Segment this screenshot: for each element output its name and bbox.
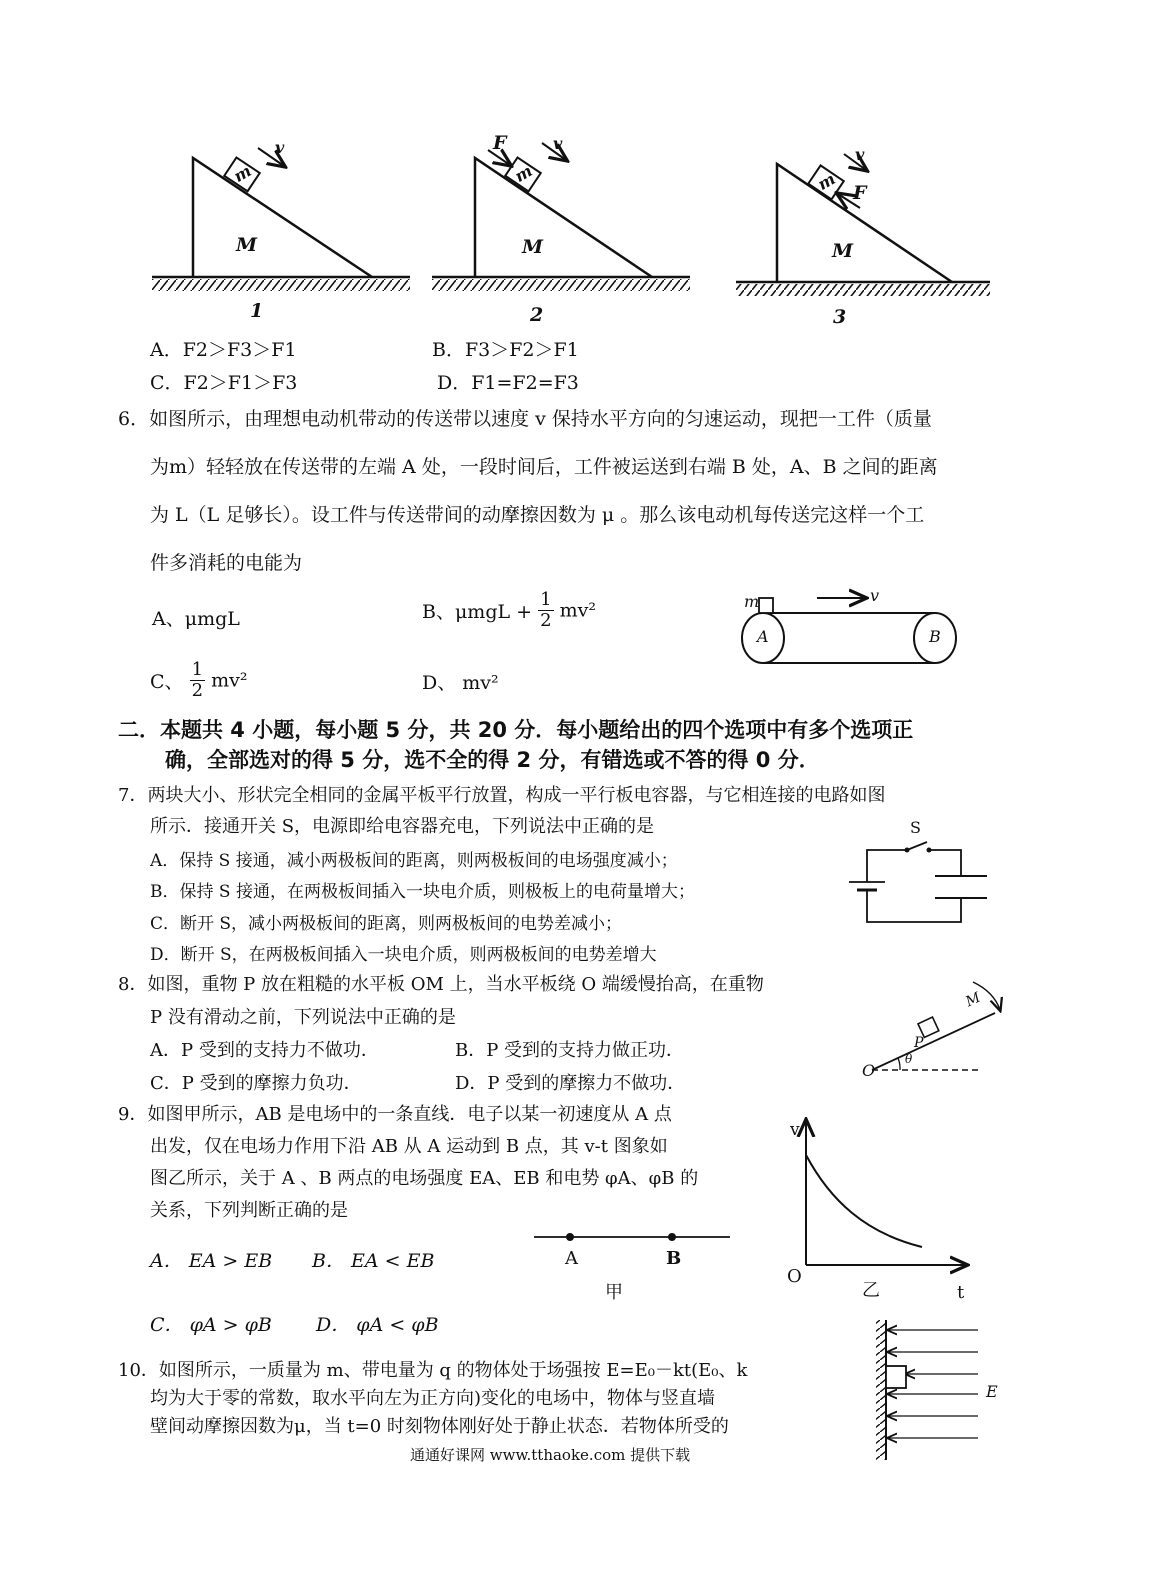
q7-option-d: D．断开 S，在两极板间插入一块电介质，则两极板间的电势差增大 bbox=[150, 945, 657, 965]
q7-option-b: B．保持 S 接通，在两极板间插入一块电介质，则极板上的电荷量增大； bbox=[150, 882, 695, 902]
fig2-force-label: F bbox=[493, 132, 507, 154]
q6-option-a: A、μmgL bbox=[152, 608, 240, 630]
q7-option-c: C．断开 S，减小两极板间的距离，则两极板间的电势差减小； bbox=[150, 914, 623, 934]
line-ab-A-label: A bbox=[565, 1248, 578, 1269]
fig1-v-label: v bbox=[275, 138, 285, 157]
line-ab-caption: 甲 bbox=[605, 1282, 623, 1303]
fig3-v-label: v bbox=[855, 145, 865, 164]
q9-option-b: B． EA < EB bbox=[312, 1250, 435, 1272]
section-2-heading-line-2: 确，全部选对的得 5 分，选不全的得 2 分，有错选或不答的得 0 分． bbox=[165, 748, 820, 772]
fig2-M-label: M bbox=[522, 236, 544, 258]
incline-figure-3 bbox=[736, 154, 990, 296]
q5-option-b: B．F3＞F2＞F1 bbox=[432, 339, 579, 361]
q6-option-b-suffix: mv² bbox=[559, 599, 596, 622]
q5-option-d: D．F1=F2=F3 bbox=[437, 372, 579, 394]
q6-option-b-fraction bbox=[538, 590, 553, 631]
fig2-m-label: m bbox=[511, 161, 536, 186]
q9-line-2: 出发，仅在电场力作用下沿 AB 从 A 运动到 B 点，其 v-t 图象如 bbox=[150, 1136, 668, 1157]
q8-option-d: D．P 受到的摩擦力不做功． bbox=[455, 1073, 686, 1094]
section-2-heading-line-1: 二．本题共 4 小题，每小题 5 分，共 20 分．每小题给出的四个选项中有多个选项正 bbox=[118, 718, 914, 742]
q10-line-2: 均为大于零的常数，取水平向左为正方向)变化的电场中，物体与竖直墙 bbox=[150, 1388, 716, 1409]
inclined-board-figure bbox=[860, 978, 1010, 1078]
q9-line-3: 图乙所示，关于 A 、B 两点的电场强度 EA、EB 和电势 φA、φB 的 bbox=[150, 1168, 699, 1189]
line-ab-figure bbox=[530, 1225, 735, 1245]
fig1-m-label: m bbox=[230, 161, 255, 186]
vt-graph-figure bbox=[790, 1115, 975, 1280]
conveyor-v-label: v bbox=[870, 586, 880, 605]
q9-line-4: 关系，下列判断正确的是 bbox=[150, 1200, 348, 1221]
fig3-force-label: F bbox=[853, 182, 867, 204]
board-theta-label: θ bbox=[905, 1052, 913, 1066]
frac-denominator: 2 bbox=[540, 610, 552, 631]
q7-line-1: 7．两块大小、形状完全相同的金属平板平行放置，构成一平行板电容器，与它相连接的电路如图 bbox=[118, 785, 886, 806]
q9-option-c: C． φA > φB bbox=[150, 1314, 272, 1336]
q5-option-c: C．F2＞F1＞F3 bbox=[150, 372, 298, 394]
line-ab-B-label: B bbox=[666, 1248, 682, 1269]
fig2-caption: 2 bbox=[530, 304, 544, 326]
q8-option-b: B．P 受到的支持力做正功． bbox=[455, 1040, 685, 1061]
q6-option-c-prefix: C、 bbox=[150, 671, 184, 693]
fig2-v-label: v bbox=[553, 134, 563, 153]
conveyor-B-label: B bbox=[929, 627, 941, 646]
q6-option-c bbox=[150, 660, 247, 701]
q6-line-4: 件多消耗的电能为 bbox=[150, 552, 303, 574]
q9-line-1: 9．如图甲所示，AB 是电场中的一条直线．电子以某一初速度从 A 点 bbox=[118, 1104, 672, 1125]
conveyor-A-label: A bbox=[757, 627, 769, 646]
wall-field-figure bbox=[870, 1320, 985, 1465]
board-M-label: M bbox=[963, 989, 984, 1011]
fig3-m-label: m bbox=[814, 169, 839, 194]
q6-line-3: 为 L（L 足够长）。设工件与传送带间的动摩擦因数为 μ 。那么该电动机每传送完这样一个工 bbox=[150, 504, 925, 526]
q6-option-b-prefix: B、μmgL + bbox=[422, 601, 533, 623]
vt-caption: 乙 bbox=[862, 1280, 880, 1301]
frac-denominator: 2 bbox=[191, 680, 204, 701]
incline-figure-2 bbox=[432, 143, 690, 291]
q9-option-a: A． EA > EB bbox=[150, 1250, 273, 1272]
q5-option-a: A．F2＞F3＞F1 bbox=[150, 339, 297, 361]
q7-option-a: A．保持 S 接通，减小两极板间的距离，则两极板间的电场强度减小； bbox=[150, 851, 678, 871]
vt-t-label: t bbox=[957, 1282, 965, 1303]
q6-option-d: D、 mv² bbox=[422, 672, 499, 694]
fig3-M-label: M bbox=[832, 240, 854, 262]
vt-origin-label: O bbox=[787, 1266, 802, 1287]
wall-field-E-label: E bbox=[986, 1382, 998, 1401]
capacitor-circuit-figure bbox=[845, 840, 995, 930]
incline-figures bbox=[0, 0, 1157, 340]
fig1-caption: 1 bbox=[250, 300, 264, 322]
q10-line-1: 10．如图所示，一质量为 m、带电量为 q 的物体处于场强按 E=E₀－kt(E₀、k bbox=[118, 1360, 748, 1381]
conveyor-belt-figure bbox=[735, 580, 965, 670]
board-O-label: O bbox=[862, 1061, 876, 1080]
vt-v-label: v bbox=[790, 1120, 800, 1140]
q8-option-a: A．P 受到的支持力不做功． bbox=[150, 1040, 379, 1061]
q8-line-2: P 没有滑动之前，下列说法中正确的是 bbox=[150, 1007, 456, 1028]
q6-option-c-suffix: mv² bbox=[211, 669, 248, 692]
q6-line-1: 6．如图所示，由理想电动机带动的传送带以速度 v 保持水平方向的匀速运动，现把一工件（质量 bbox=[118, 408, 932, 430]
page-footer: 通通好课网 www.tthaoke.com 提供下载 bbox=[410, 1446, 691, 1464]
fig1-M-label: M bbox=[236, 234, 258, 256]
conveyor-m-label: m bbox=[744, 592, 760, 611]
frac-numerator: 1 bbox=[191, 659, 204, 680]
frac-numerator: 1 bbox=[540, 589, 552, 610]
q9-option-d: D． φA < φB bbox=[316, 1314, 439, 1336]
q10-line-3: 壁间动摩擦因数为μ，当 t=0 时刻物体刚好处于静止状态．若物体所受的 bbox=[150, 1416, 729, 1437]
q6-line-2: 为m）轻轻放在传送带的左端 A 处，一段时间后，工件被运送到右端 B 处，A、B 之间的距离 bbox=[150, 456, 938, 478]
capacitor-switch-label: S bbox=[910, 818, 921, 837]
incline-figure-1 bbox=[152, 148, 410, 291]
fig3-caption: 3 bbox=[833, 306, 847, 328]
q7-line-2: 所示．接通开关 S，电源即给电容器充电，下列说法中正确的是 bbox=[150, 816, 655, 837]
q6-option-b bbox=[422, 590, 596, 631]
q8-option-c: C．P 受到的摩擦力负功． bbox=[150, 1073, 362, 1094]
q8-line-1: 8．如图，重物 P 放在粗糙的水平板 OM 上，当水平板绕 O 端缓慢抬高，在重物 bbox=[118, 974, 764, 995]
q6-option-c-fraction bbox=[190, 660, 205, 701]
board-P-label: P bbox=[914, 1035, 924, 1051]
